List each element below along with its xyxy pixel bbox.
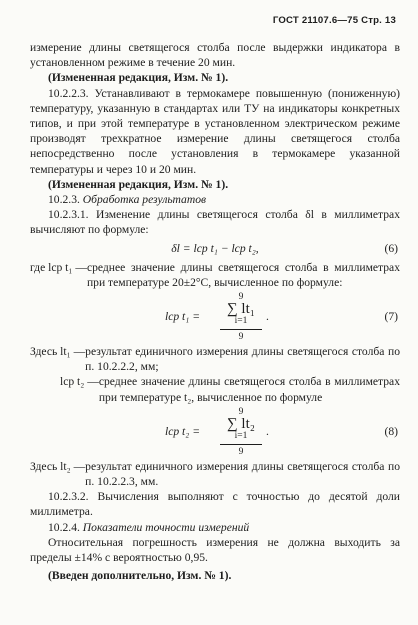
- definition-text: среднее значение длины светящегося столба в миллиметрах при температуре 20±2°С, вычисленное по формуле:: [86, 260, 400, 289]
- formula-dot: .: [266, 310, 269, 324]
- edition-note: (Введен дополнительно, Изм. № 1).: [48, 569, 232, 583]
- paragraph: измерение длины светящегося столба после выдержки индикатора в установленном режиме в течение 20 мин.: [30, 41, 400, 70]
- fraction-denominator: 9: [238, 446, 244, 457]
- definition-item: [30, 374, 400, 404]
- definition-symbol: lср t₂ —: [60, 375, 99, 389]
- formula-expression: δl = lср t₁ − lср t₂,: [171, 241, 259, 255]
- section-title: Показатели точности измерений: [82, 520, 250, 534]
- fraction-denominator: 9: [238, 332, 244, 343]
- formula-8: [30, 405, 400, 459]
- formula-lhs: lср t₂ =: [165, 424, 201, 438]
- paragraph: 10.2.3.2. Вычисления выполняют с точностью до десятой доли миллиметра.: [30, 490, 400, 519]
- fraction: [220, 292, 262, 343]
- definition-text: среднее значение длины светящегося столба в миллиметрах при температуре t₂, вычисленное по формуле: [98, 375, 400, 404]
- fraction-bar: [220, 329, 262, 330]
- fraction: [220, 407, 262, 458]
- body-text: [30, 40, 400, 583]
- sum-lower-limit: i=1: [234, 316, 248, 327]
- section-title: Обработка результатов: [82, 193, 207, 207]
- definition-symbol: Здесь lt₂ —: [30, 459, 86, 473]
- paragraph: Относительная погрешность измерения не должна выходить за пределы ±14% с вероятностью 0,95.: [30, 535, 400, 565]
- edition-note: (Измененная редакция, Изм. № 1).: [48, 177, 229, 191]
- formula-6: [30, 238, 400, 260]
- formula-number: (7): [384, 310, 398, 324]
- definition-item: [30, 344, 400, 374]
- formula-7: [30, 290, 400, 344]
- section-number: 10.2.3.: [48, 193, 80, 207]
- sum-lower-limit: i=1: [234, 430, 248, 441]
- definition-text: результат единичного измерения длины светящегося столба по п. 10.2.2.3, мм.: [85, 459, 400, 489]
- edition-note: (Измененная редакция, Изм. № 1).: [48, 71, 229, 85]
- formula-number: (8): [384, 424, 398, 438]
- definition-item: [30, 260, 400, 290]
- section-heading: [30, 520, 400, 535]
- formula-number: (6): [384, 241, 398, 255]
- definition-text: результат единичного измерения длины светящегося столба по п. 10.2.2.2, мм;: [85, 345, 400, 374]
- paragraph: 10.2.3.1. Изменение длины светящегося столба δl в миллиметрах вычисляют по формуле:: [30, 208, 400, 237]
- formula-lhs: lср t₁ =: [165, 310, 201, 324]
- section-heading: [30, 192, 400, 207]
- sum-expression: ∑ lt₂: [226, 415, 255, 432]
- definition-item: [30, 459, 400, 489]
- sum-upper-limit: 9: [238, 292, 244, 303]
- formula-dot: .: [266, 424, 269, 438]
- section-number: 10.2.4.: [48, 520, 80, 534]
- paragraph: 10.2.2.3. Устанавливают в термокамере повышенную (пониженную) температуру, указанную в стандартах или ТУ на индикаторы конкретных типов, и при этой температуре в установленном электрическом режиме производят трехкратное измерение длины светящегося столба непосредственно после установления в термокамере указанной температуры и через 10 и 20 мин.: [30, 86, 400, 176]
- definition-symbol: Здесь lt₁ —: [30, 345, 86, 359]
- sum-upper-limit: 9: [238, 406, 244, 417]
- fraction-bar: [220, 444, 262, 445]
- sum-expression: ∑ lt₁: [226, 301, 255, 318]
- definition-symbol: где lср t₁ —: [30, 260, 87, 274]
- page-header: ГОСТ 21107.6—75 Стр. 13: [272, 15, 396, 26]
